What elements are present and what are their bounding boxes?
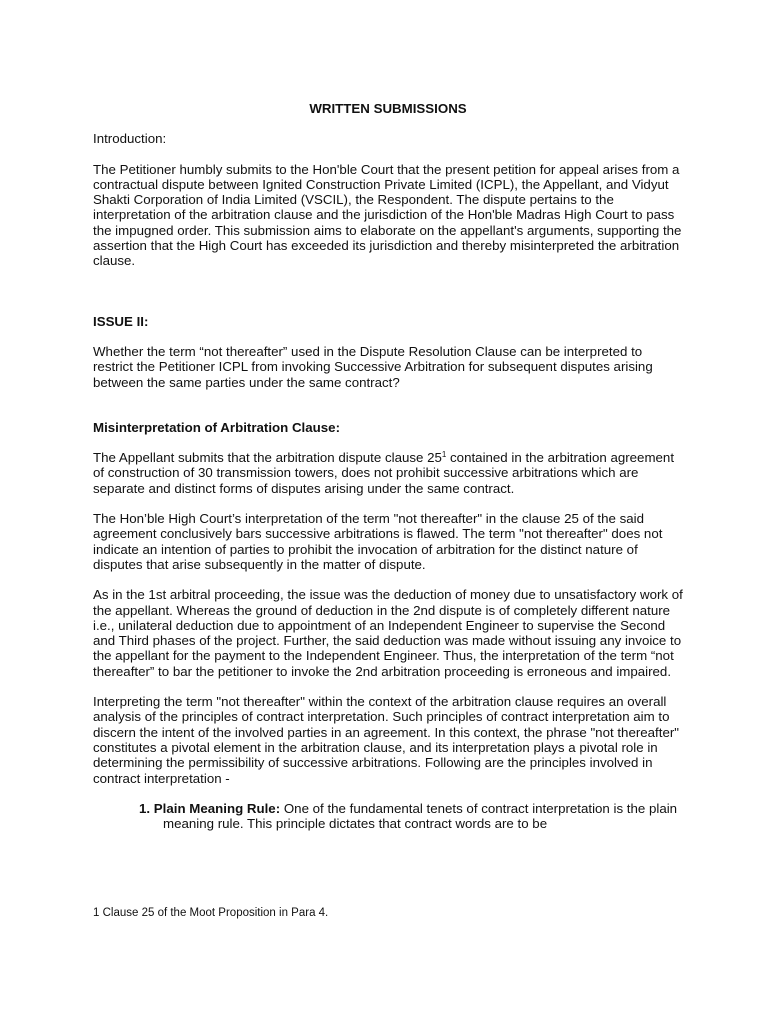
list-item-number: 1. [139,800,151,816]
issue-paragraph: Whether the term “not thereafter” used in the Dispute Resolution Clause can be interpreted to restrict the Petitioner ICPL from invoking Successive Arbitration for subsequent disputes arising between the same parties under the same contract? [93,343,653,390]
document-body [93,101,683,831]
intro-paragraph: The Petitioner humbly submits to the Hon'ble Court that the present petition for appeal arises from a contractual dispute between Ignited Construction Private Limited (ICPL), the Appellant, and Vidyut Shakti Corporation of India Limited (VSCIL), the Respondent. The dispute pertains to the interpretation of the arbitration clause and the jurisdiction of the Hon'ble Madras High Court to pass the impugned order. This submission aims to elaborate on the appellant's arguments, supporting the assertion that the High Court has exceeded its jurisdiction and thereby misinterpreted the arbitration clause. [93,161,682,269]
paragraph-arbitral-proceeding: As in the 1st arbitral proceeding, the issue was the deduction of money due to unsatisfactory work of the appellant. Whereas the ground of deduction in the 2nd dispute is of completely different nature i.e., unilateral deduction due to appointment of an Independent Engineer to supervise the Second and Third phases of the project. Further, the said deduction was made without issuing any invoice to the appellant for the payment to the Independent Engineer. Thus, the interpretation of the term “not thereafter” to bar the petitioner to invoke the 2nd arbitration proceeding is erroneous and impaired. [93,587,683,679]
spacer [93,405,683,420]
footnote: 1 Clause 25 of the Moot Proposition in Para 4. [93,907,329,919]
spacer [93,284,683,314]
issue-heading: ISSUE II: [93,313,149,329]
list-item-text: One of the fundamental tenets of contract interpretation is the plain meaning rule. This principle dictates that contract words are to be [163,800,678,832]
misinterpretation-heading: Misinterpretation of Arbitration Clause: [93,419,340,435]
document-title: WRITTEN SUBMISSIONS [309,101,467,116]
paragraph-clause-25-start: The Appellant submits that the arbitration dispute clause 25 [93,450,442,466]
paragraph-interpretation: Interpreting the term "not thereafter" within the context of the arbitration clause requires an overall analysis of the principles of contract interpretation. Such principles of contract interpretation aim to discern the intent of the involved parties in an agreement. In this context, the phrase "not thereafter" constitutes a pivotal element in the arbitration clause, and its interpretation plays a pivotal role in determining the permissibility of successive arbitrations. Following are the principles involved in contract interpretation - [93,694,679,786]
paragraph-clause-25 [93,450,683,496]
principles-list [93,801,683,832]
paragraph-clause-25-end: contained in the arbitration agreement of construction of 30 transmission towers, does not prohibit successive arbitrations which are separate and distinct forms of disputes arising under the same contract. [93,450,675,496]
footnote-reference: 1 [441,450,447,460]
paragraph-high-court: The Hon’ble High Court’s interpretation of the term "not thereafter" in the clause 25 of the said agreement conclusively bars successive arbitrations is flawed. The term "not thereafter" does not indicate an intention of parties to prohibit the invocation of arbitration for the distinct nature of disputes that arise subsequently in the matter of dispute. [93,511,663,572]
list-item-heading: Plain Meaning Rule: [153,800,281,816]
list-item [93,801,683,832]
introduction-heading: Introduction: [93,131,167,147]
